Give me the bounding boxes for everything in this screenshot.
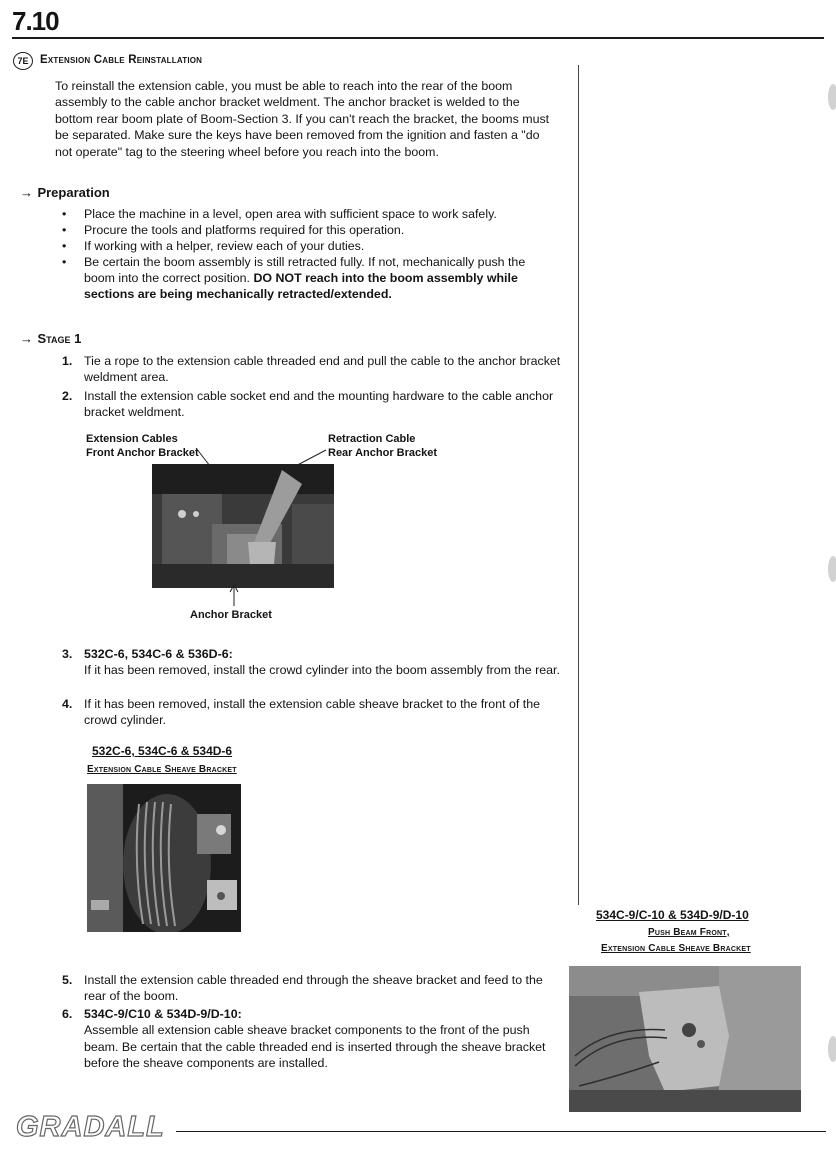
callout-front-anchor: Extension Cables Front Anchor Bracket: [86, 433, 199, 459]
callout-rear-anchor: Retraction Cable Rear Anchor Bracket: [328, 433, 438, 459]
figure3-subtitle-2: Extension Cable Sheave Bracket: [601, 943, 751, 954]
column-divider: [578, 65, 579, 905]
bullet-icon: •: [62, 207, 67, 221]
figure3-subtitle-1: Push Beam Front,: [648, 927, 730, 938]
section-badge: 7E: [13, 52, 33, 70]
binder-hole: [828, 556, 836, 582]
gradall-logo: GRADALL: [16, 1111, 165, 1143]
push-beam-illustration: [569, 966, 801, 1112]
list-item: • If working with a helper, review each of your duties.: [62, 239, 365, 253]
step-5: 5. Install the extension cable threaded end through the sheave bracket and feed to the rear of the boom.: [62, 973, 543, 1004]
step-4: 4. If it has been removed, install the extension cable sheave bracket to the front of the crowd cylinder.: [62, 697, 540, 728]
footer-rule: [176, 1131, 826, 1132]
anchor-bracket-illustration: [152, 464, 334, 588]
sheave-bracket-photo: [87, 784, 241, 932]
preparation-heading-row: [20, 184, 110, 202]
bullet-icon: •: [62, 239, 67, 253]
sheave-bracket-illustration: [87, 784, 241, 932]
header-rule: [12, 37, 824, 39]
preparation-heading: Preparation: [37, 185, 110, 200]
warning-text: DO NOT reach into the boom assembly while sections are being mechanically retracted/extended.: [84, 271, 518, 301]
preparation-list: [62, 206, 542, 302]
arrow-right-icon: →: [20, 331, 33, 346]
intro-paragraph: To reinstall the extension cable, you must be able to reach into the rear of the boom assembly to the cable anchor bracket weldment. The anchor bracket is welded to the bottom rear boom plate of Boom-Section 3. If you can't reach the bracket, the booms must be separated. Make sure the keys have been removed from the ignition and fasten a "do not operate" tag to the steering wheel before you reach into the boom.: [55, 79, 550, 159]
section-title: Extension Cable Reinstallation: [40, 54, 203, 66]
push-beam-photo: [569, 966, 801, 1112]
step-3: 3. 532C-6, 534C-6 & 536D-6: If it has been removed, install the crowd cylinder into the boom assembly from the rear.: [62, 647, 560, 678]
anchor-bracket-arrow: [224, 584, 244, 608]
page-number: 7.10: [12, 6, 59, 36]
binder-hole: [828, 1036, 836, 1062]
binder-hole: [828, 84, 836, 110]
figure2-subtitle: Extension Cable Sheave Bracket: [87, 764, 237, 775]
figure2-title: 532C-6, 534C-6 & 534D-6: [92, 744, 233, 758]
arrow-right-icon: →: [20, 185, 33, 200]
step-6: 6. 534C-9/C10 & 534D-9/D-10: Assemble all extension cable sheave bracket components to the front of the push beam. Be certain that the cable threaded end is inserted through the sheave bracket before the sheave components are installed.: [62, 1007, 546, 1071]
bullet-icon: •: [62, 255, 67, 269]
stage1-heading-row: [20, 330, 81, 348]
figure3-title: 534C-9/C-10 & 534D-9/D-10: [596, 908, 749, 922]
anchor-bracket-photo: [152, 464, 334, 588]
list-item: • Be certain the boom assembly is still retracted fully. If not, mechanically push the boom into the correct position. DO NOT reach into the boom assembly while sections are being mechanically retracted/extended.: [62, 255, 526, 301]
bullet-icon: •: [62, 223, 67, 237]
step-1: 1. Tie a rope to the extension cable threaded end and pull the cable to the anchor bracket weldment area.: [62, 354, 561, 385]
step-2: 2. Install the extension cable socket end and the mounting hardware to the cable anchor bracket weldment.: [62, 389, 554, 420]
list-item: • Procure the tools and platforms required for this operation.: [62, 223, 405, 237]
list-item: • Place the machine in a level, open area with sufficient space to work safely.: [62, 207, 497, 221]
callout-anchor-bracket: Anchor Bracket: [190, 609, 272, 621]
stage1-heading: Stage 1: [37, 331, 82, 346]
